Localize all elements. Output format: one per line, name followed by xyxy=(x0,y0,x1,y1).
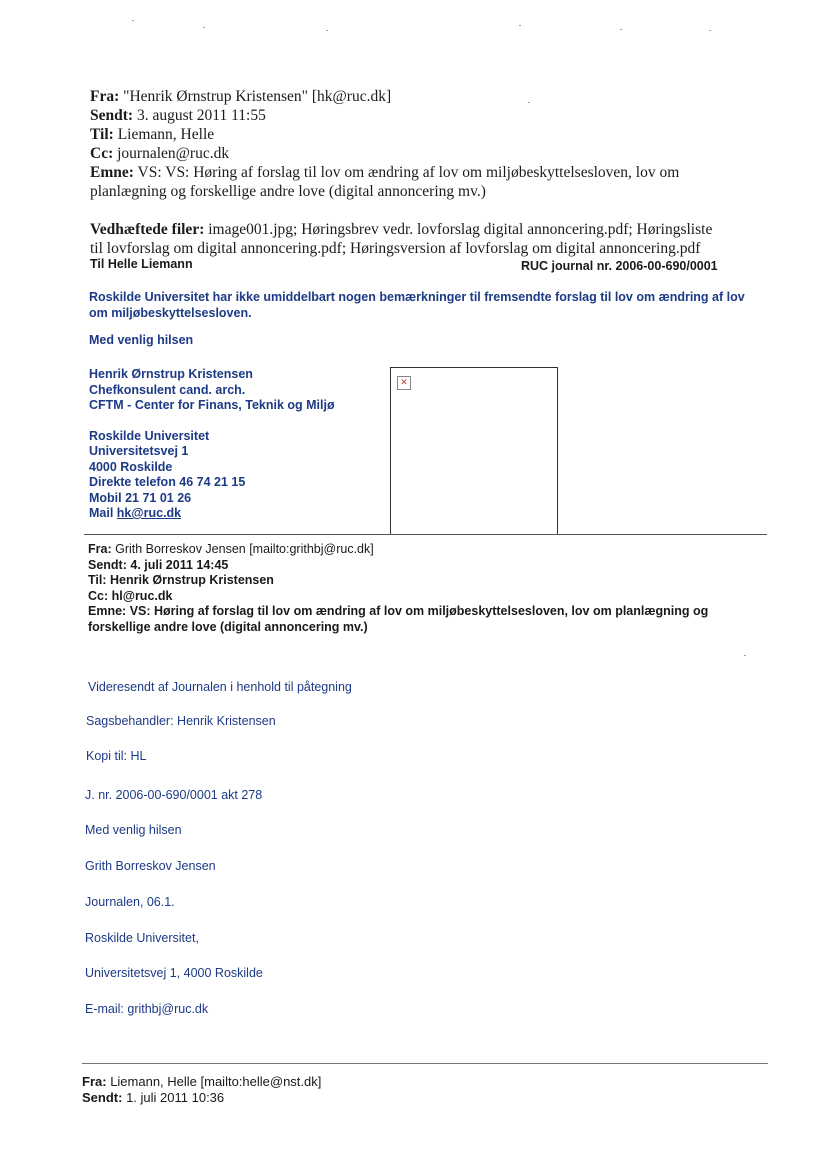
sender-unit: Journalen, 06.1. xyxy=(85,895,175,909)
sig-name: Henrik Ørnstrup Kristensen xyxy=(89,367,253,381)
divider-1 xyxy=(84,534,767,535)
broken-image-icon: ✕ xyxy=(397,376,411,390)
email2-from: Fra: Grith Borreskov Jensen [mailto:grithbj@ruc.dk] xyxy=(88,542,374,556)
sender-address: Universitetsvej 1, 4000 Roskilde xyxy=(85,966,263,980)
email1-subject-cont: planlægning og forskellige andre love (digital annoncering mv.) xyxy=(90,183,486,200)
sig-city: 4000 Roskilde xyxy=(89,459,173,474)
sig-dept: CFTM - Center for Finans, Teknik og Miljø xyxy=(89,398,335,412)
salutation: Til Helle Liemann xyxy=(90,257,193,271)
email2-subject: Emne: VS: Høring af forslag til lov om ændring af lov om miljøbeskyttelsesloven, lov om planlægning og xyxy=(88,604,709,618)
sig-street: Universitetsvej 1 xyxy=(89,444,189,458)
sender-email: E-mail: grithbj@ruc.dk xyxy=(85,1002,209,1016)
email1-header xyxy=(90,87,679,201)
sig-title: Chefkonsulent cand. arch. xyxy=(89,382,246,397)
sender-name: Grith Borreskov Jensen xyxy=(85,859,216,873)
closing-2: Med venlig hilsen xyxy=(85,823,182,837)
email1-to: Til: Liemann, Helle xyxy=(90,126,215,143)
journal-number: J. nr. 2006-00-690/0001 akt 278 xyxy=(85,788,263,802)
email1-from: Fra: "Henrik Ørnstrup Kristensen" [hk@ruc.dk] xyxy=(90,88,392,105)
sender-org: Roskilde Universitet, xyxy=(85,931,199,945)
email1-cc: Cc: journalen@ruc.dk xyxy=(90,145,230,162)
forwarded-note: Videresendt af Journalen i henhold til påtegning xyxy=(88,680,352,694)
copy-to: Kopi til: HL xyxy=(86,749,147,763)
email3-sent: Sendt: 1. juli 2011 10:36 xyxy=(82,1090,225,1105)
email3-from: Fra: Liemann, Helle [mailto:helle@nst.dk] xyxy=(82,1074,322,1089)
email3-header xyxy=(82,1074,321,1106)
caseworker: Sagsbehandler: Henrik Kristensen xyxy=(86,714,276,728)
closing-1: Med venlig hilsen xyxy=(89,333,194,347)
email1-sent: Sendt: 3. august 2011 11:55 xyxy=(90,107,266,124)
email2-header xyxy=(88,542,708,635)
sig-org: Roskilde Universitet xyxy=(89,428,210,443)
sig-phone: Direkte telefon 46 74 21 15 xyxy=(89,475,246,489)
divider-2 xyxy=(82,1063,768,1064)
email1-attachments: Vedhæftede filer: image001.jpg; Høringsbrev vedr. lovforslag digital annoncering.pdf; Høringsliste til lovforslag om digital annoncering.pdf; Høringsversion af lovforslag om digital annoncering.pdf xyxy=(90,221,713,257)
sig-mail-link[interactable]: hk@ruc.dk xyxy=(116,506,182,520)
sig-mail-label: Mail xyxy=(89,506,114,520)
email2-cc: Cc: hl@ruc.dk xyxy=(88,588,173,603)
signature-block xyxy=(89,367,335,522)
sig-mobile: Mobil 21 71 01 26 xyxy=(89,490,192,505)
email1-subject: Emne: VS: VS: Høring af forslag til lov om ændring af lov om miljøbeskyttelsesloven, lov om xyxy=(90,164,680,181)
journal-ref: RUC journal nr. 2006-00-690/0001 xyxy=(521,259,718,273)
email2-subject-cont: forskellige andre love (digital annoncering mv.) xyxy=(88,619,368,634)
email2-to: Til: Henrik Ørnstrup Kristensen xyxy=(88,573,274,587)
embedded-image-frame xyxy=(390,367,558,535)
email2-sent: Sendt: 4. juli 2011 14:45 xyxy=(88,557,229,572)
statement: Roskilde Universitet har ikke umiddelbart nogen bemærkninger til fremsendte forslag til lov om ændring af lov om miljøbeskyttelsesloven. xyxy=(89,290,745,320)
